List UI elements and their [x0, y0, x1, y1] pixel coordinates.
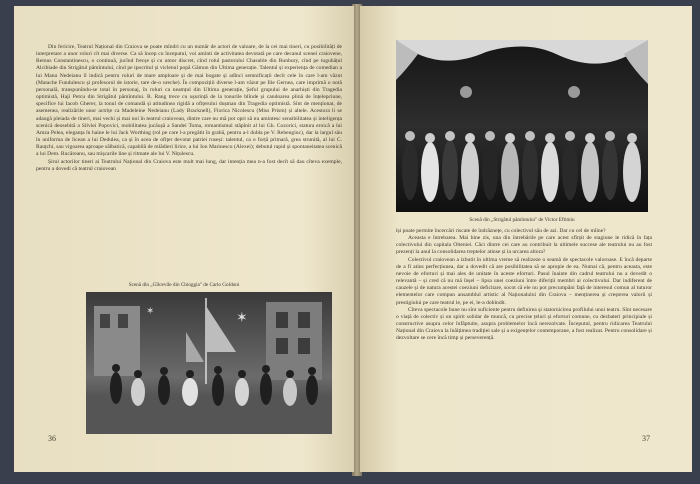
right-page-text [396, 228, 652, 438]
svg-text:✶: ✶ [146, 306, 155, 317]
right-paragraph-4: Cîteva spectacole bune nu sînt suficiente pentru definirea și statornicirea profilului unui teatru. Sînt necesare o viață de colectiv și un spirit solidar de muncă, cu precise țeluri și eforturi comune, cu dezbateri principiale și constructive asupra celor înfăptuite, asupra problemelor încă nerezolvate. Începutul, pentru ridicarea Teatrului Național din Craiova la înălțimea tradiției sale și a exigențelor contemporane, a fost realizat. Pentru consolidare și dezvoltare se cere încă timp și perseverență. [396, 306, 652, 342]
left-stage-photo [86, 292, 332, 434]
right-page [360, 6, 692, 472]
svg-text:✶: ✶ [236, 311, 248, 326]
left-page-text [36, 44, 342, 276]
right-page-number: 37 [642, 434, 650, 443]
right-paragraph-1: își poate permite încercări riscate de îndrăznețe, cu colectivul său de azi. Dar cu cel de mîine? [396, 228, 606, 234]
left-page-number: 36 [48, 434, 56, 443]
right-stage-photo [396, 40, 648, 212]
left-paragraph-1: Din fericire, Teatrul Național din Craiova se poate mîndri cu un număr de actori de valoare, de la cei mai tineri, cu posibilități de interpretare a unor roluri cît mai diverse. Ca să încep cu începutul, voi aminti de activitatea devotată pe care decanul scenei craiovene, Remus Constantinescu, o continuă, jucînd frecșe și cu umor discret, cînd rolul pastorului Chasuble din Bunbury, cînd pe tugubățul Alcibiade din Strigătul pămîntului, cînd pe ipocritul și viclenul popă Gămun din Ultima generație. Talentul și experiența de comedian a lui Manu Nedeianu îl indică pentru roluri de mare amploare și de mai bogate și adînci semnificații decît cele în care l-am văzut (Matache Fundulescu și profesorul de istorie, tare de-o ureche). În compozițiii diverse l-am văzut pe Ilie Gernea, care imprimă o notă personală, transpunîndu-se total în personaj, în roluri ca neamțul din Ultima generație, Șeful grupului de anarhiști din Tragedia optimistă, Haji Petcu din Strigătul pămîntului. R. Rang trece cu ușurință de la tonurile blînde și candoarea plină de înțelepciune, specifice lui Iacob Gherer, la tonul de comandă și atitudinea rigidă a ofițerului dușman din Tragedia optimistă. Sînt de menționat, de asemenea, realizările unor actrițe ca Madeleine Nedeianu (Lady Bracknell), Florica Nicolescu (Miss Prism) și altele. Acestora li se adaugă pleiada de tineri, mai vechi și mai noi în teatrul craiovean, dintre care nu mă pot opri să nu amintesc sensibilitatea și inteligența scenică deosebită a Silviei Popovici, mobilitatea jucăușă a Sandei Toma, romantismul stăpînit al lui Gh. Cozorici, statura eroică a lui Amza Pelea, eleganța în haine le lui Jack Worthing (rol pe care l-a pregătit în grabă, pentru a-l dubla pe V. Rebengiuc), dar la largul său în uniforma de licean a lui Dedulea, ca și în acea de ofițer devotat patriei ruseși: talentul, ca o forță primară, grea strunită, al lui C. Rauțchi, sau vigoarea aproape sălbatică, capabilă de mlădieri lirice, a lui Ion Marinescu (Alexei); debutul rapid și spontaneitatea scenică a lui Dem. Rucăreanu, sau mișcarile line și ritmate ale lui V. Nițulescu. [36, 44, 342, 158]
right-paragraph-3: Colectivul craiovean a izbutit în ultima vreme să realizeze o seamă de spectacole valoroase. E încă departe de a fi atins perfecțiunea, dar a dovedit că are posibilitatea să se apropie de ea. Numai că, pentru aceasta, este nevoie de eforturi și mai ales de unitate în aceste eforturi. Pasul înainte din cadrul teatrului nu a dovedit o relevantă – și cred că nu mă înșel – lipsa unei coeziuni între diferiții membri ai colectivului. Dar indiferent de cauzele și de natura acestei coeziuni deficitare, socot că ele nu pot precumpăni față de interesul comun al tuturor elementelor care compun ansamblul artistic al Naționalului din Craiova – menținerea și creșterea valorii și prestigiului pe care teatrul le, pe ei, le-a dobîndit. [396, 256, 652, 306]
left-paragraph-2: Șirul actorilor tineri ai Teatrului Național din Craiova este mult mai lung, dar intenția mea n-a fost decît să dau cîteva exemple, pentru a dovedi că teatrul craiovean [36, 158, 342, 172]
right-paragraph-2: Aceasta e întrebarea. Mai bine zis, una din întrebările pe care acest sfîrșit de stagiune le ridică în fața colectivului din capitala Olteniei. Căci dintre cei care au contribuit la ultimele succese ale teatrului nu au fost prezenți la anul la consolidarea treptelor atinse și la urcarea altora? [396, 235, 652, 256]
left-page [14, 6, 354, 472]
right-photo-caption: Scenă din „Strigătul pămîntului" de Victor Eftimiu [469, 217, 575, 223]
left-photo-caption: Scenă din „Gîlcevile din Chioggia" de Carlo Goldoni [128, 282, 240, 288]
